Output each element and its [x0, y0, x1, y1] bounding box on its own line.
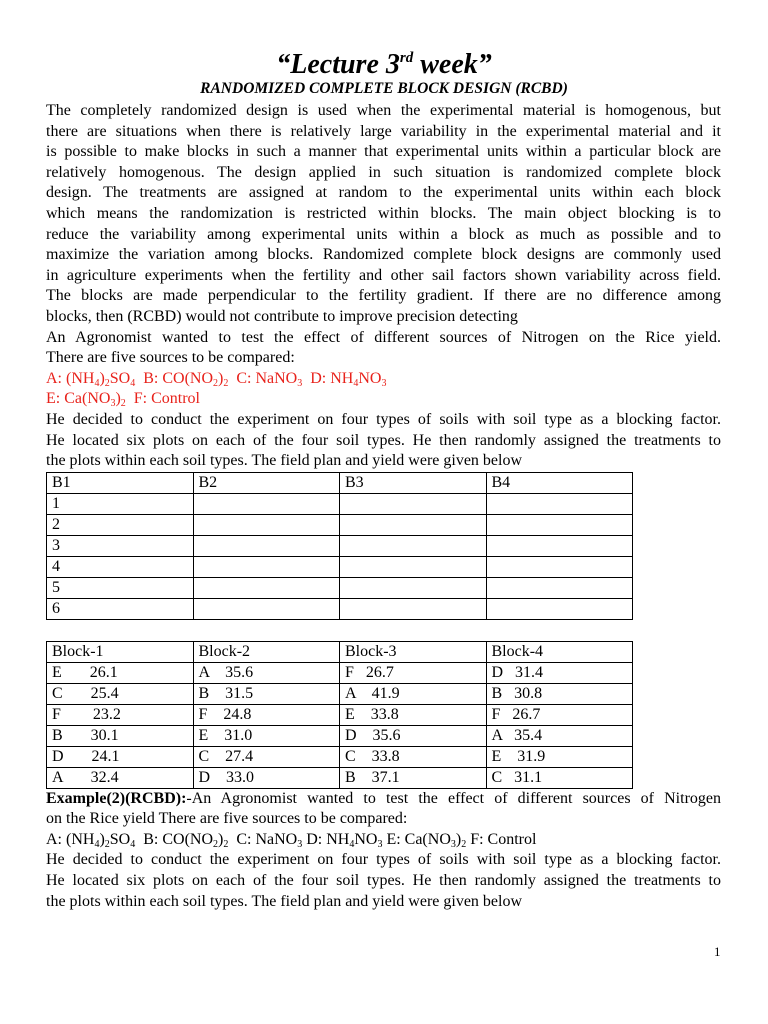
table-cell: [486, 556, 633, 577]
text-line: there are situations when there is relatively large variability in the experimental material and it: [46, 122, 721, 140]
table-row: [47, 725, 633, 746]
source-c: C: NaNO: [228, 369, 298, 387]
text-line: design. The treatments are assigned at random to the experimental units within each block: [46, 184, 721, 202]
table-cell: [486, 514, 633, 535]
source-d: D: NH: [302, 830, 350, 848]
document-body: [46, 101, 721, 912]
subscript: 4: [130, 838, 136, 850]
text-line: [46, 830, 721, 851]
table-row: [47, 514, 633, 535]
text-fragment: ): [218, 830, 224, 848]
source-b: B: CO(NO: [135, 830, 213, 848]
text-line: maximize the variation among blocks. Randomized complete block designs are commonly used: [46, 246, 721, 264]
text-fragment: SO: [109, 830, 131, 848]
table-cell: 3: [47, 535, 194, 556]
text-line: relatively homogenous. The design applied in such situation is randomized complete block: [46, 163, 721, 181]
table-cell: [193, 556, 340, 577]
text-fragment: ): [218, 369, 224, 387]
title-text: “Lecture 3: [276, 49, 400, 80]
table-cell: E 26.1: [47, 662, 194, 683]
table-cell: [486, 577, 633, 598]
table-header-cell: Block-3: [340, 641, 487, 662]
table-cell: [340, 556, 487, 577]
table-cell: D 33.0: [193, 767, 340, 788]
example1-paragraph: [46, 328, 721, 369]
table-cell: B 31.5: [193, 683, 340, 704]
subscript: 2: [461, 838, 467, 850]
text-line: He located six plots on each of the four soil types. He then randomly assigned the treatments to: [46, 872, 721, 890]
table-header-cell: B4: [486, 472, 633, 493]
table-cell: [340, 598, 487, 619]
text-fragment: NO: [358, 369, 382, 387]
subscript: 2: [104, 838, 110, 850]
text-fragment: SO: [109, 369, 131, 387]
source-b: B: CO(NO: [135, 369, 213, 387]
title-tail: week”: [413, 49, 492, 80]
source-f: F: Control: [125, 390, 200, 408]
text-line: The completely randomized design is used when the experimental material is homogenous, but: [46, 102, 721, 119]
title-superscript: rd: [399, 50, 414, 66]
yield-table: [46, 641, 633, 789]
section-heading: RANDOMIZED COMPLETE BLOCK DESIGN (RCBD): [200, 80, 568, 97]
text-line: [46, 369, 721, 390]
table-cell: 1: [47, 493, 194, 514]
subscript: 3: [297, 377, 303, 389]
table-cell: [193, 493, 340, 514]
table-cell: D 35.6: [340, 725, 487, 746]
intro-paragraph: [46, 101, 721, 328]
table-cell: [486, 493, 633, 514]
text-line: on the Rice yield There are five sources to be compared:: [46, 810, 408, 828]
text-line: blocks, then (RCBD) would not contribute to improve precision detecting: [46, 307, 518, 325]
conduct-paragraph: [46, 410, 721, 472]
table-cell: 4: [47, 556, 194, 577]
table-row: [47, 683, 633, 704]
text-line: An Agronomist wanted to test the effect of different sources of Nitrogen on the Rice yield.: [46, 328, 721, 346]
table-row: [47, 493, 633, 514]
table-row: [47, 598, 633, 619]
table-cell: 6: [47, 598, 194, 619]
table-cell: 5: [47, 577, 194, 598]
nitrogen-sources-list: [46, 369, 721, 410]
subscript: 2: [213, 377, 218, 389]
table-cell: F 26.7: [340, 662, 487, 683]
table-header-cell: Block-2: [193, 641, 340, 662]
subscript: 4: [130, 377, 136, 389]
text-fragment: ): [99, 830, 105, 848]
table-header-row: [47, 641, 633, 662]
subscript: 4: [94, 377, 100, 389]
table-cell: [486, 535, 633, 556]
example-heading: Example(2)(RCBD):: [46, 789, 187, 807]
subscript: 3: [377, 838, 383, 850]
text-line: He located six plots on each of the four soil types. He then randomly assigned the treatments to: [46, 431, 721, 449]
source-a: A: (NH: [46, 369, 95, 387]
table-cell: C 25.4: [47, 683, 194, 704]
table-cell: D 24.1: [47, 746, 194, 767]
source-d: D: NH: [302, 369, 354, 387]
table-cell: E 31.9: [486, 746, 633, 767]
table-cell: [193, 535, 340, 556]
subscript: 2: [223, 838, 229, 850]
source-e: E: Ca(NO: [46, 390, 111, 408]
table-header-cell: Block-4: [486, 641, 633, 662]
text-line: He decided to conduct the experiment on four types of soils with soil type as a blocking factor.: [46, 851, 721, 869]
table-cell: [193, 598, 340, 619]
table-cell: [486, 598, 633, 619]
subscript: 4: [94, 838, 100, 850]
table-cell: A 35.6: [193, 662, 340, 683]
table-row: [47, 556, 633, 577]
table-cell: [340, 577, 487, 598]
table-cell: C 31.1: [486, 767, 633, 788]
table-cell: 2: [47, 514, 194, 535]
text-fragment: ): [115, 390, 121, 408]
table-row: [47, 746, 633, 767]
page-title: [0, 48, 768, 82]
text-fragment: NO: [354, 830, 378, 848]
table-header-cell: B2: [193, 472, 340, 493]
text-fragment: ): [99, 369, 105, 387]
example2-paragraph: [46, 789, 721, 913]
table-cell: [193, 514, 340, 535]
table-cell: E 31.0: [193, 725, 340, 746]
subscript: 2: [213, 838, 218, 850]
text-line: the plots within each soil types. The field plan and yield were given below: [46, 452, 523, 470]
text-fragment: -An Agronomist wanted to test the effect of different sources of Nitrogen: [186, 789, 721, 807]
table-cell: [340, 493, 487, 514]
text-fragment: ): [455, 830, 462, 848]
source-e: E: Ca(NO: [382, 830, 451, 848]
table-header-row: [47, 472, 633, 493]
text-line: [46, 389, 721, 410]
text-line: which means the randomization is restricted within blocks. The main object blocking is to: [46, 204, 721, 222]
table-row: [47, 704, 633, 725]
text-line: the plots within each soil types. The field plan and yield were given below: [46, 892, 523, 910]
subscript: 3: [450, 838, 456, 850]
table-cell: A 35.4: [486, 725, 633, 746]
table-cell: F 23.2: [47, 704, 194, 725]
table-cell: C 27.4: [193, 746, 340, 767]
subscript: 4: [349, 838, 355, 850]
field-plan-table: [46, 472, 633, 620]
source-a: A: (NH: [46, 830, 95, 848]
table-cell: [340, 535, 487, 556]
table-cell: C 33.8: [340, 746, 487, 767]
table-header-cell: B3: [340, 472, 487, 493]
subscript: 3: [381, 377, 387, 389]
subscript: 2: [223, 377, 229, 389]
subscript: 2: [104, 377, 110, 389]
table-cell: D 31.4: [486, 662, 633, 683]
text-line: is possible to make blocks in such a manner that experimental units within a particular block are: [46, 143, 721, 161]
table-header-cell: B1: [47, 472, 194, 493]
text-line: in agriculture experiments when the fertility and other sail factors shown variability across field.: [46, 266, 721, 284]
table-cell: F 26.7: [486, 704, 633, 725]
table-cell: [340, 514, 487, 535]
text-line: [46, 789, 721, 810]
text-line: reduce the variability among experimental units within a block as much as possible and to: [46, 225, 721, 243]
subscript: 4: [353, 377, 359, 389]
subscript: 3: [297, 838, 303, 850]
table-row: [47, 767, 633, 788]
table-row: [47, 662, 633, 683]
table-cell: B 37.1: [340, 767, 487, 788]
page-number: 1: [714, 944, 721, 959]
source-c: C: NaNO: [228, 830, 298, 848]
table-cell: A 32.4: [47, 767, 194, 788]
text-line: The blocks are made perpendicular to the fertility gradient. If there are no difference among: [46, 287, 721, 305]
source-f: F: Control: [466, 830, 537, 848]
table-cell: [193, 577, 340, 598]
subscript: 3: [110, 398, 116, 410]
table-row: [47, 577, 633, 598]
table-cell: B 30.1: [47, 725, 194, 746]
table-row: [47, 535, 633, 556]
table-cell: B 30.8: [486, 683, 633, 704]
table-cell: A 41.9: [340, 683, 487, 704]
table-cell: E 33.8: [340, 704, 487, 725]
table-header-cell: Block-1: [47, 641, 194, 662]
table-cell: F 24.8: [193, 704, 340, 725]
text-line: He decided to conduct the experiment on four types of soils with soil type as a blocking factor.: [46, 410, 721, 428]
subscript: 2: [120, 398, 126, 410]
text-line: There are five sources to be compared:: [46, 349, 295, 367]
